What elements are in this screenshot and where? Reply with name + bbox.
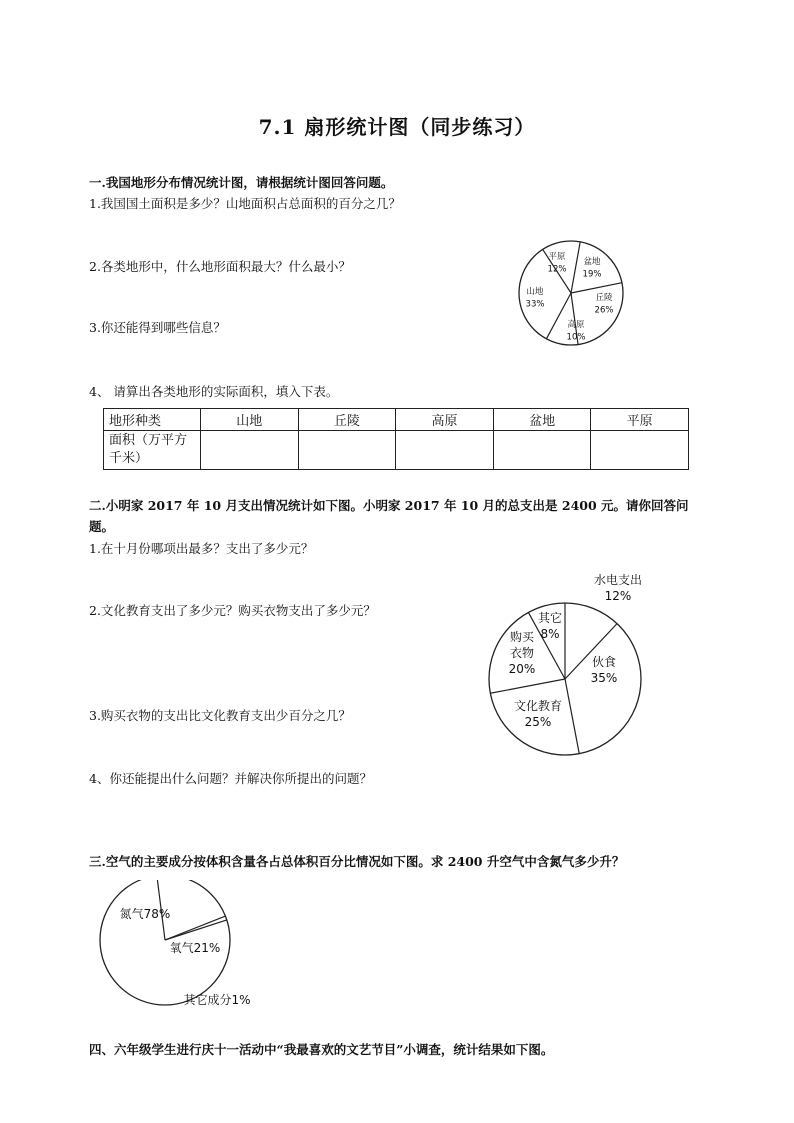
pie-slice-label: 山地 bbox=[526, 287, 544, 297]
section1-question-2: 2.各类地形中，什么地形面积最大？什么最小？ bbox=[89, 259, 351, 274]
pie-slice-label: 水电支出 bbox=[593, 573, 643, 587]
page-title: 7.1 扇形统计图（同步练习） bbox=[258, 115, 536, 139]
section2-question-4: 4、你还能提出什么问题？并解决你所提出的问题？ bbox=[89, 771, 372, 786]
pie-slice-value: 12% bbox=[604, 589, 632, 603]
pie-slice-value: 20% bbox=[508, 662, 536, 676]
section4-heading: 四、六年级学生进行庆十一活动中“我最喜欢的文艺节目”小调查，统计结果如下图。 bbox=[89, 1042, 554, 1057]
table-input-cell[interactable] bbox=[201, 431, 299, 470]
pie-slice-value: 25% bbox=[524, 715, 552, 729]
section3-heading: 三.空气的主要成分按体积含量各占总体积百分比情况如下图。求 2400 升空气中含氮气多少升？ bbox=[89, 854, 625, 869]
table-input-cell[interactable] bbox=[591, 431, 689, 470]
terrain-pie-chart bbox=[512, 236, 630, 348]
pie-slice-label: 丘陵 bbox=[595, 293, 613, 303]
pie-slice-label: 其它 bbox=[537, 611, 563, 625]
table-header-cell: 地形种类 bbox=[104, 409, 201, 431]
section2-question-3: 3.购买衣物的支出比文化教育支出少百分之几？ bbox=[89, 708, 351, 723]
table-input-cell[interactable] bbox=[396, 431, 494, 470]
air-pie-chart bbox=[90, 880, 280, 1015]
expense-pie-chart bbox=[480, 566, 660, 756]
pie-slice-value: 19% bbox=[582, 269, 602, 280]
table-input-cell[interactable] bbox=[493, 431, 591, 470]
pie-slice-label: 文化教育 bbox=[513, 699, 563, 713]
pie-slice-label: 其它成分1% bbox=[183, 993, 251, 1007]
pie-slice-value: 12% bbox=[547, 264, 567, 275]
pie-slice-label: 氧气21% bbox=[169, 941, 221, 955]
pie-slice-value: 26% bbox=[594, 305, 614, 316]
pie-slice-label: 购买 bbox=[509, 630, 535, 644]
table-header-cell: 高原 bbox=[396, 409, 494, 431]
pie-slice-value: 10% bbox=[566, 332, 586, 343]
pie-slice-label: 伙食 bbox=[591, 655, 617, 669]
table-header-cell: 盆地 bbox=[493, 409, 591, 431]
section1-question-1: 1.我国国土面积是多少？山地面积占总面积的百分之几？ bbox=[89, 196, 401, 211]
pie-slice-value: 8% bbox=[540, 627, 560, 641]
pie-slice-label: 平原 bbox=[548, 252, 566, 262]
pie-slice-value: 35% bbox=[590, 671, 618, 685]
pie-slice-label: 盆地 bbox=[583, 257, 601, 267]
table-input-cell[interactable] bbox=[298, 431, 396, 470]
pie-slice-label: 衣物 bbox=[509, 646, 535, 660]
section1-heading: 一.我国地形分布情况统计图，请根据统计图回答问题。 bbox=[89, 175, 394, 190]
table-row bbox=[104, 431, 689, 470]
terrain-area-table bbox=[103, 408, 689, 470]
section1-question-4: 4、 请算出各类地形的实际面积，填入下表。 bbox=[89, 384, 339, 399]
table-row-label: 面积（万平方千米） bbox=[104, 431, 201, 470]
pie-slice-value: 33% bbox=[525, 299, 545, 310]
table-header-row bbox=[104, 409, 689, 431]
table-header-cell: 山地 bbox=[201, 409, 299, 431]
section2-question-1: 1.在十月份哪项出最多？支出了多少元？ bbox=[89, 541, 314, 556]
section2-question-2: 2.文化教育支出了多少元？购买衣物支出了多少元？ bbox=[89, 603, 376, 618]
section2-heading: 二.小明家 2017 年 10 月支出情况统计如下图。小明家 2017 年 10 月的总支出是 2400 元。请你回答问题。 bbox=[89, 498, 689, 534]
section1-question-3: 3.你还能得到哪些信息？ bbox=[89, 320, 226, 335]
table-header-cell: 平原 bbox=[591, 409, 689, 431]
pie-slice-label: 氮气78% bbox=[119, 907, 171, 921]
table-header-cell: 丘陵 bbox=[298, 409, 396, 431]
pie-slice-label: 高原 bbox=[567, 320, 585, 330]
